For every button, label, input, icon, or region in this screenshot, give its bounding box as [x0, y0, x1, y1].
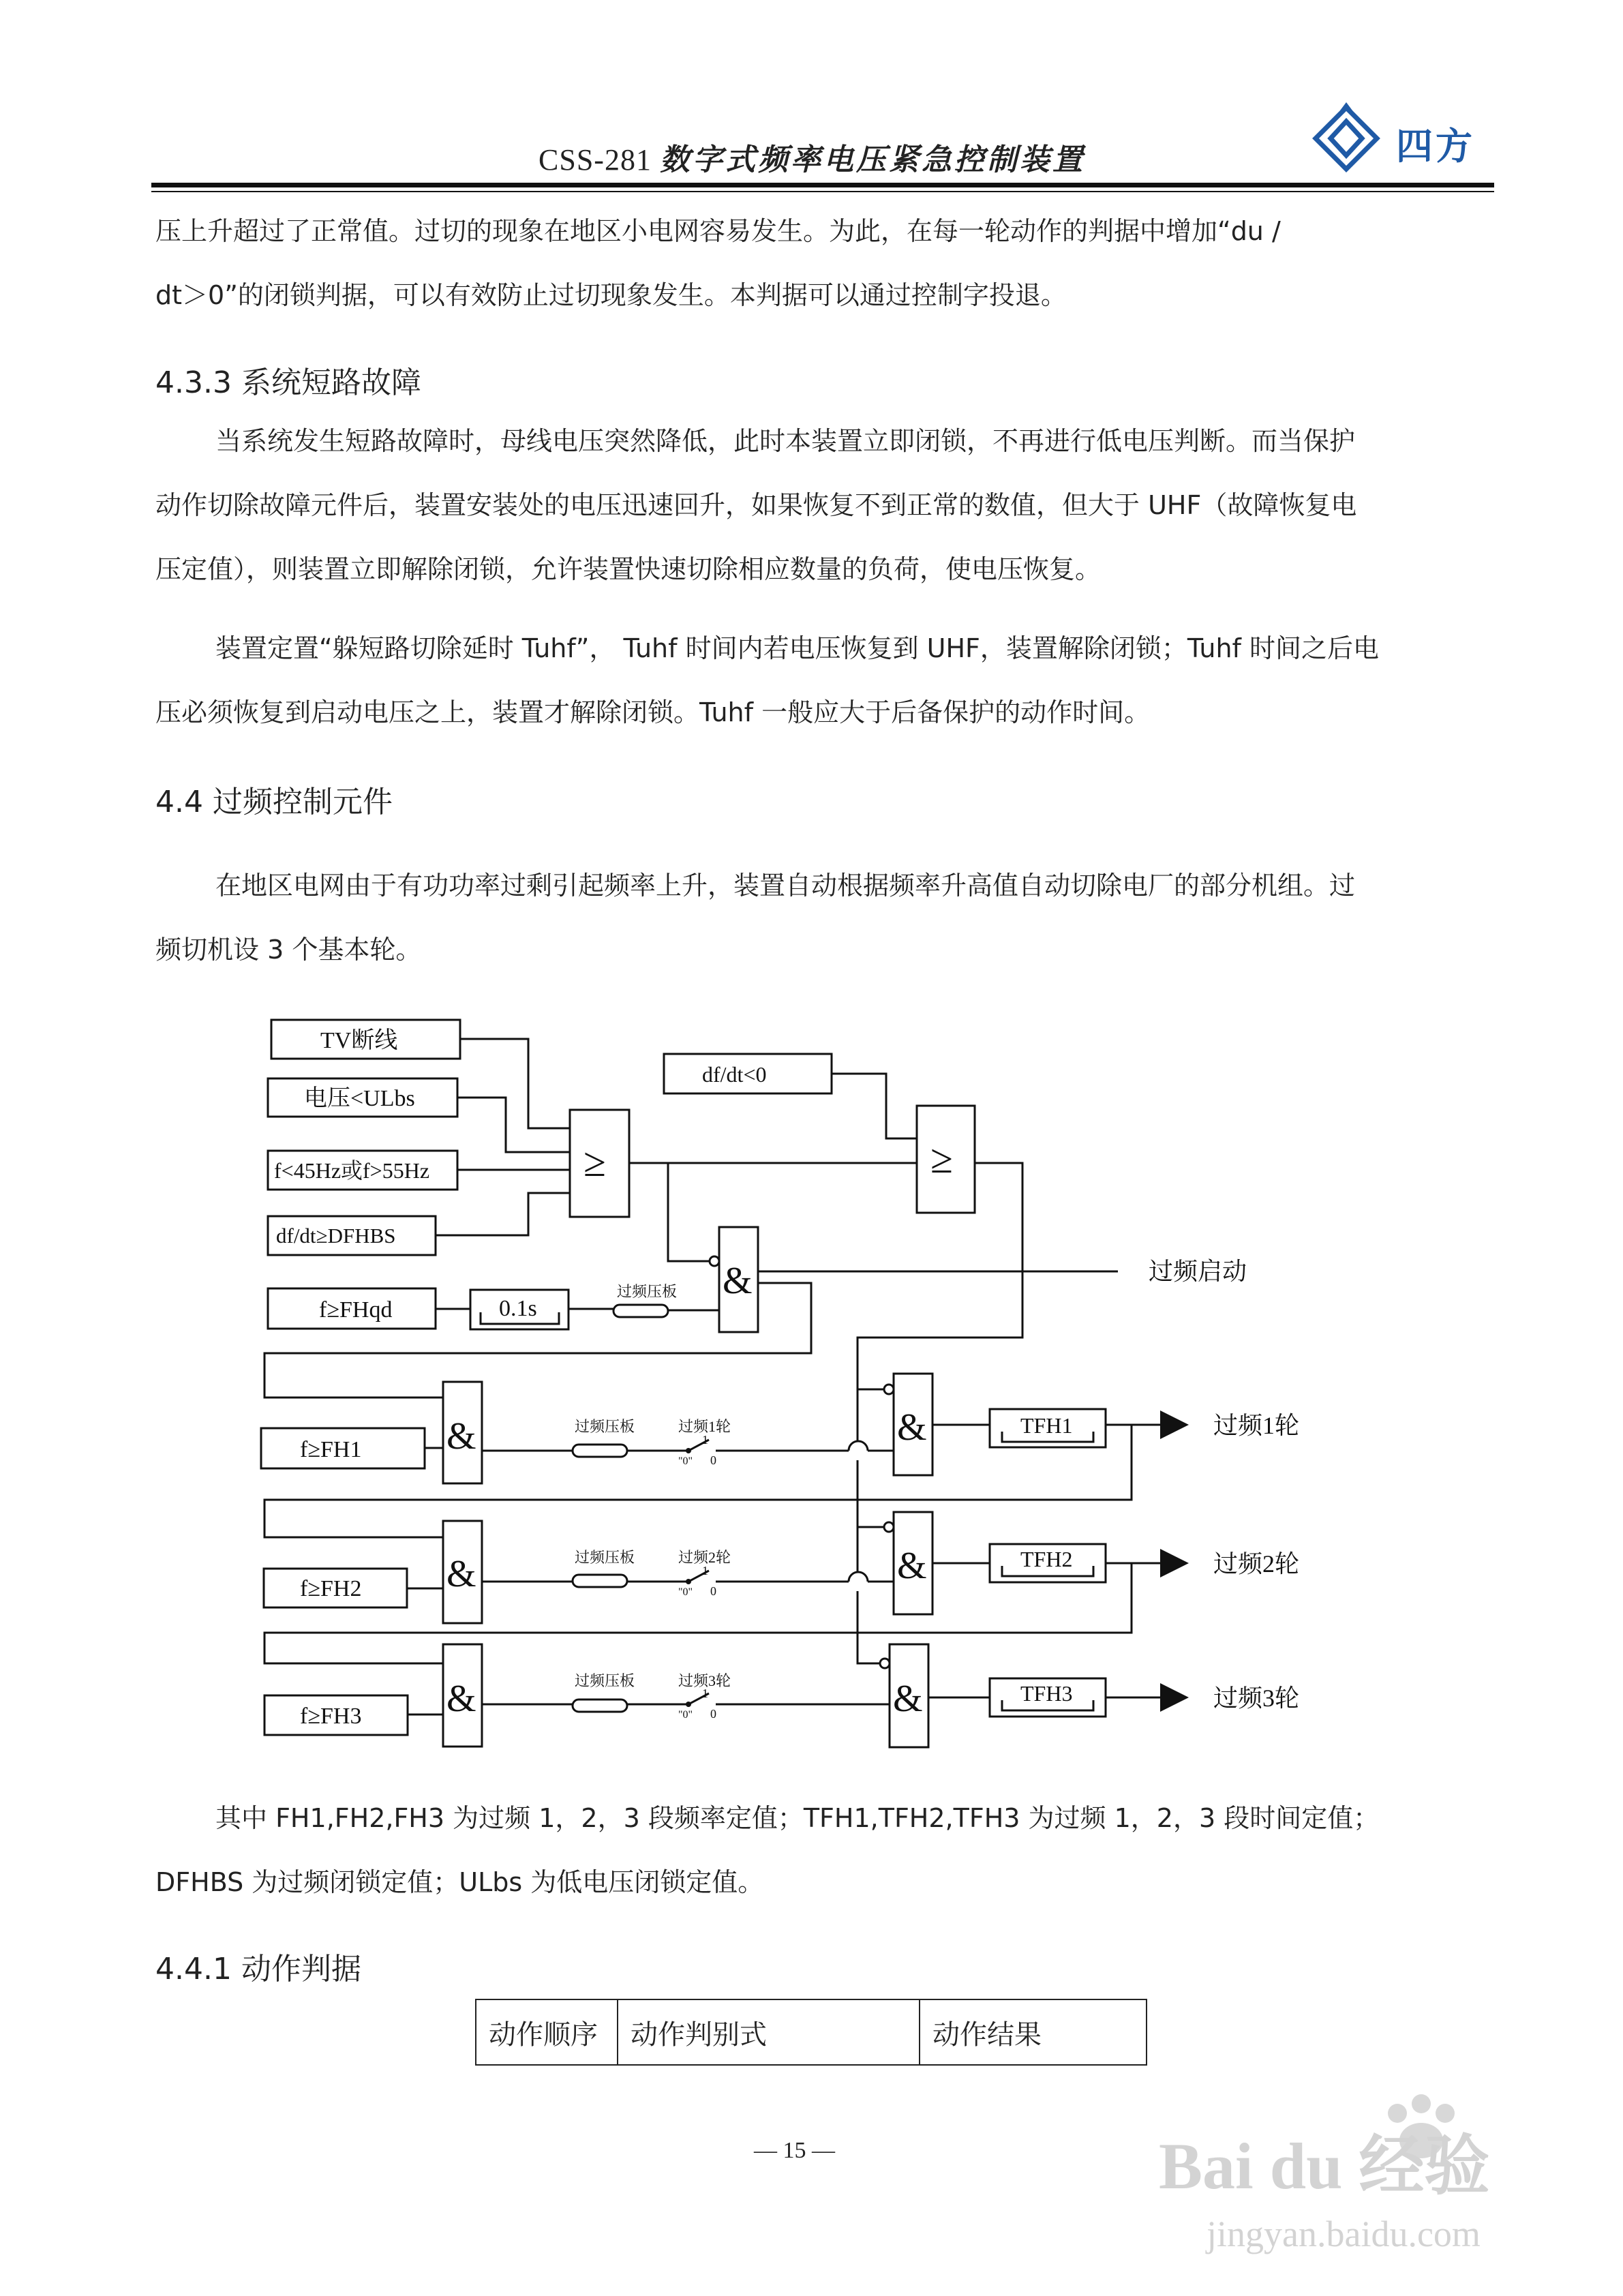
and-symbol-r2: & — [897, 1545, 927, 1587]
baidu-watermark — [1152, 2086, 1561, 2263]
and-symbol-start: & — [723, 1260, 753, 1302]
label-dfdt-ge: df/dt≥DFHBS — [276, 1224, 396, 1248]
label-out-1: 过频1轮 — [1213, 1412, 1300, 1439]
plate-1 — [573, 1445, 627, 1457]
header-title-cn: 数字式频率电压紧急控制装置 — [659, 142, 1085, 177]
negation-bubble — [884, 1522, 894, 1532]
switch-1-one: 1 — [702, 1433, 708, 1447]
table-header-result: 动作结果 — [920, 1999, 1147, 2065]
negation-bubble — [710, 1256, 719, 1266]
and-symbol-r3: & — [893, 1678, 923, 1720]
switch-2-mark: "0" — [678, 1586, 693, 1598]
label-dfdt-lt: df/dt<0 — [702, 1062, 767, 1087]
label-fh1: f≥FH1 — [300, 1437, 362, 1462]
p1-line2: dt＞0”的闭锁判据，可以有效防止过切现象发生。本判据可以通过控制字投退。 — [155, 280, 1067, 310]
label-freq-range: f<45Hz或f>55Hz — [274, 1158, 430, 1183]
switch-3-mark: "0" — [678, 1709, 693, 1721]
p5-line2: DFHBS 为过频闭锁定值；ULbs 为低电压闭锁定值。 — [155, 1867, 764, 1897]
and-symbol-fh3: & — [446, 1678, 476, 1720]
label-switch-3: 过频3轮 — [678, 1672, 731, 1689]
p1-line1: 压上升超过了正常值。过切的现象在地区小电网容易发生。为此，在每一轮动作的判据中增加“du / — [155, 216, 1281, 246]
page-number: — 15 — — [754, 2138, 835, 2163]
table-header-criteria: 动作判别式 — [618, 1999, 920, 2065]
heading-4-4-1: 4.4.1 动作判据 — [155, 1952, 361, 1987]
label-tfh2: TFH2 — [1020, 1547, 1073, 1571]
paragraph-5 — [155, 1786, 1478, 1914]
negation-bubble — [880, 1659, 890, 1668]
header-model: CSS-281 — [539, 143, 652, 177]
label-plate-1: 过频压板 — [575, 1418, 635, 1435]
p2-line1: 当系统发生短路故障时，母线电压突然降低，此时本装置立即闭锁，不再进行低电压判断。而当保护 — [215, 426, 1356, 456]
p3-line1: 装置定置“躲短路切除延时 Tuhf”， Tuhf 时间内若电压恢复到 UHF，装置解除闭锁；Tuhf 时间之后电 — [215, 633, 1379, 663]
switch-1-zero: 0 — [710, 1453, 716, 1467]
label-plate-3: 过频压板 — [575, 1672, 635, 1689]
label-switch-2: 过频2轮 — [678, 1549, 731, 1566]
heading-4-3-3: 4.3.3 系统短路故障 — [155, 365, 421, 400]
label-tfh1: TFH1 — [1020, 1413, 1073, 1438]
table-header-row — [476, 1999, 1147, 2065]
and-symbol-fh1: & — [446, 1415, 476, 1457]
p4-line1: 在地区电网由于有功功率过剩引起频率上升，装置自动根据频率升高值自动切除电厂的部分机组。过 — [215, 871, 1356, 901]
and-symbol-r1: & — [897, 1406, 927, 1449]
negation-bubble — [884, 1385, 894, 1394]
watermark-url: jingyan.baidu.com — [1207, 2214, 1481, 2254]
label-out-2: 过频2轮 — [1213, 1550, 1300, 1577]
label-fhqd: f≥FHqd — [319, 1297, 393, 1323]
p4-line2: 频切机设 3 个基本轮。 — [155, 935, 422, 965]
label-fh2: f≥FH2 — [300, 1576, 362, 1601]
label-tv: TV断线 — [320, 1028, 398, 1053]
table-header-order: 动作顺序 — [476, 1999, 618, 2065]
switch-3-zero: 0 — [710, 1707, 716, 1721]
plate-3 — [573, 1700, 627, 1712]
p2-line2: 动作切除故障元件后，装置安装处的电压迅速回升，如果恢复不到正常的数值，但大于 UHF（故障恢复电 — [155, 490, 1357, 520]
action-criteria-table — [475, 1999, 1147, 2066]
switch-1-mark: "0" — [678, 1455, 693, 1467]
heading-4-4: 4.4 过频控制元件 — [155, 785, 393, 819]
switch-2-zero: 0 — [710, 1584, 716, 1598]
or-symbol-1: ≥ — [583, 1140, 606, 1185]
label-out-3: 过频3轮 — [1213, 1685, 1300, 1712]
p3-line2: 压必须恢复到启动电压之上，装置才解除闭锁。Tuhf 一般应大于后备保护的动作时间。 — [155, 697, 1151, 727]
switch-3-one: 1 — [702, 1687, 708, 1700]
label-timer: 0.1s — [499, 1296, 537, 1321]
p2-line3: 压定值），则装置立即解除闭锁，允许装置快速切除相应数量的负荷，使电压恢复。 — [155, 554, 1102, 584]
label-fh3: f≥FH3 — [300, 1704, 362, 1729]
plate-2 — [573, 1575, 627, 1587]
watermark-brand: Bai du 经验 — [1159, 2130, 1490, 2203]
logo-text: 四方 — [1396, 125, 1475, 168]
label-tfh3: TFH3 — [1020, 1681, 1073, 1706]
plate-start — [613, 1305, 668, 1317]
and-symbol-fh2: & — [446, 1553, 476, 1595]
label-plate-2: 过频压板 — [575, 1549, 635, 1566]
label-plate-start: 过频压板 — [617, 1283, 678, 1300]
label-switch-1: 过频1轮 — [678, 1418, 731, 1435]
label-start-out: 过频启动 — [1149, 1258, 1247, 1285]
label-ulbs: 电压<ULbs — [304, 1086, 415, 1111]
switch-2-one: 1 — [702, 1564, 708, 1577]
p5-line1: 其中 FH1,FH2,FH3 为过频 1，2，3 段频率定值；TFH1,TFH2,TFH3 为过频 1，2，3 段时间定值； — [215, 1803, 1380, 1833]
or-symbol-2: ≥ — [930, 1136, 953, 1181]
